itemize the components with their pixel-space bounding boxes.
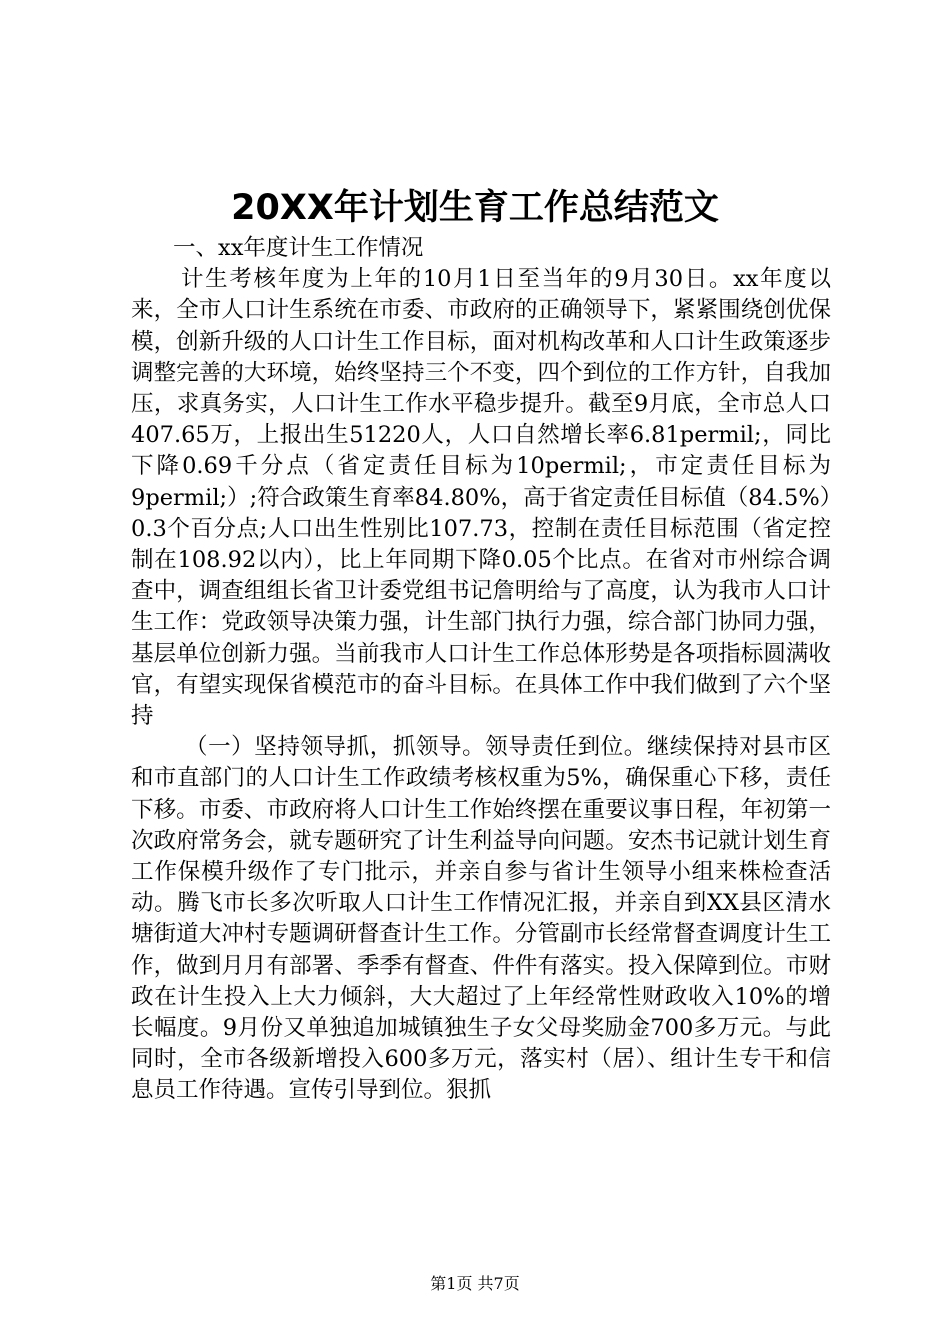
paragraph-1: 计生考核年度为上年的10月1日至当年的9月30日。xx年度以来，全市人口计生系统在市委、市政府的正确领导下，紧紧围绕创优保模，创新升级的人口计生工作目标，面对机构改革和人口计生政策逐步调整完善的大环境，始终坚持三个不变，四个到位的工作方针，自我加压，求真务实，人口计生工作水平稳步提升。截至9月底，全市总人口407.65万，上报出生51220人，人口自然增长率6.81permil;，同比下降0.69千分点（省定责任目标为10permil;，市定责任目标为9permil;）;符合政策生育率84.80%，高于省定责任目标值（84.5%）0.3个百分点;人口出生性别比107.73，控制在责任目标范围（省定控制在108.92以内），比上年同期下降0.05个比点。在省对市州综合调查中，调查组组长省卫计委党组书记詹明给与了高度，认为我市人口计生工作：党政领导决策力强，计生部门执行力强，综合部门协同力强，基层单位创新力强。当前我市人口计生工作总体形势是各项指标圆满收官，有望实现保省模范市的奋斗目标。在具体工作中我们做到了六个坚持 bbox=[131, 266, 831, 730]
page-footer: 第1页 共7页 bbox=[430, 1274, 520, 1293]
document-body bbox=[131, 233, 831, 1107]
document-title: 20XX年计划生育工作总结范文 bbox=[231, 188, 719, 228]
paragraph-2: （一）坚持领导抓，抓领导。领导责任到位。继续保持对县市区和市直部门的人口计生工作政绩考核权重为5%，确保重心下移，责任下移。市委、市政府将人口计生工作始终摆在重要议事日程，年初第一次政府常务会，就专题研究了计生利益导向问题。安杰书记就计划生育工作保模升级作了专门批示，并亲自参与省计生领导小组来株检查活动。腾飞市长多次听取人口计生工作情况汇报，并亲自到XX县区清水塘街道大冲村专题调研督查计生工作。分管副市长经常督查调度计生工作，做到月月有部署、季季有督查、件件有落实。投入保障到位。市财政在计生投入上大力倾斜，大大超过了上年经常性财政收入10%的增长幅度。9月份又单独追加城镇独生子女父母奖励金700多万元。与此同时，全市各级新增投入600多万元，落实村（居）、组计生专干和信息员工作待遇。宣传引导到位。狠抓 bbox=[131, 734, 831, 1104]
section-heading: 一、xx年度计生工作情况 bbox=[173, 235, 424, 261]
